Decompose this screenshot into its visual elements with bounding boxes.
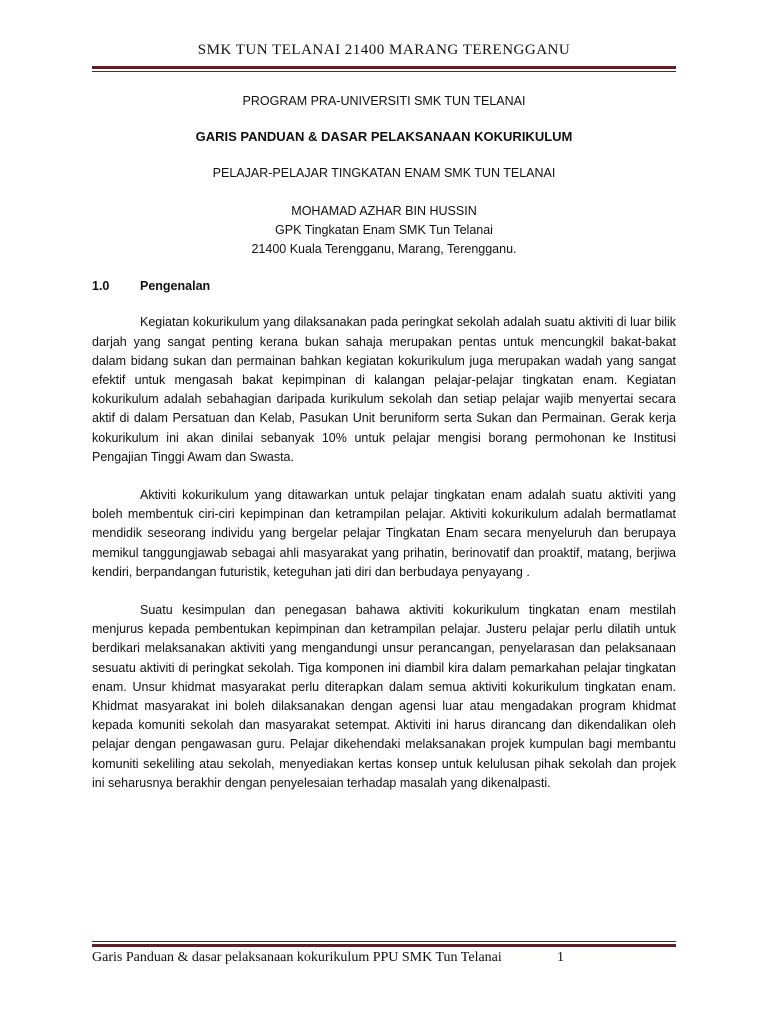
document-body bbox=[92, 86, 676, 806]
header-rule-thin bbox=[92, 71, 676, 72]
author-address: 21400 Kuala Terengganu, Marang, Terengganu. bbox=[251, 242, 517, 257]
page-number: 1 bbox=[557, 950, 564, 965]
footer-rule-thin bbox=[92, 941, 676, 942]
author-name: MOHAMAD AZHAR BIN HUSSIN bbox=[291, 203, 477, 218]
author-position: GPK Tingkatan Enam SMK Tun Telanai bbox=[275, 222, 493, 237]
author-block bbox=[92, 202, 676, 260]
paragraph: Suatu kesimpulan dan penegasan bahawa aktiviti kokurikulum tingkatan enam mestilah menjurus kepada pembentukan kepimpinan dan ketrampilan pelajar. Justeru pelajar perlu dilatih untuk berdikari melaksanakan aktiviti yang mengandungi unsur perancangan, penyelarasan dan pelaksanaan sesuatu aktiviti di peringkat sekolah. Tiga komponen ini diambil kira dalam pemarkahan pelajar tingkatan enam. Unsur khidmat masyarakat perlu diterapkan dalam semua aktiviti kokurikulum tingkatan enam. Khidmat masyarakat ini boleh dilaksanakan dengan agensi luar atau mengadakan program khidmat kepada komuniti sekolah dan masyarakat setempat. Aktiviti ini harus dirancang dan dikendalikan oleh pelajar dengan pengawasan guru. Pelajar dikehendaki melaksanakan projek kumpulan bagi membantu komuniti sekeliling atau sekolah, menyediakan kertas konsep untuk kelulusan pihak sekolah dan projek ini seharusnya berakhir dengan penyelesaian terhadap masalah yang dikenalpasti. bbox=[92, 603, 676, 790]
paragraph: Aktiviti kokurikulum yang ditawarkan untuk pelajar tingkatan enam adalah suatu aktiviti yang boleh membentuk ciri-ciri kepimpinan dan ketrampilan pelajar. Aktiviti kokurikulum adalah bermatlamat mendidik seseorang individu yang bergelar pelajar Tingkatan Enam secara menyeluruh dan berupaya memikul tanggungjawab sebagai ahli masyarakat yang prihatin, berinovatif dan proaktif, matang, berjiwa kendiri, berpandangan futuristik, keteguhan jati diri dan berbudaya penyayang . bbox=[92, 488, 676, 579]
page-header: SMK TUN TELANAI 21400 MARANG TERENGGANU bbox=[197, 42, 571, 58]
section-title: Pengenalan bbox=[140, 279, 211, 294]
audience-title: PELAJAR-PELAJAR TINGKATAN ENAM SMK TUN TELANAI bbox=[212, 166, 556, 181]
section-heading bbox=[92, 277, 676, 296]
section-number: 1.0 bbox=[92, 279, 110, 294]
footer-rule bbox=[92, 944, 676, 947]
paragraph: Kegiatan kokurikulum yang dilaksanakan pada peringkat sekolah adalah suatu aktiviti di luar bilik darjah yang sangat penting kerana bukan sahaja merupakan pentas untuk mencungkil bakat-bakat dalam bidang sukan dan permainan bahkan kegiatan kokurikulum juga merupakan wadah yang sangat efektif untuk mengasah bakat kepimpinan di kalangan pelajar-pelajar tingkatan enam. Kegiatan kokurikulum adalah sebahagian daripada kurikulum sekolah dan setiap pelajar wajib menyertai secara aktif di dalam Persatuan dan Kelab, Pasukan Unit beruniform serta Sukan dan Permainan. Gerak kerja kokurikulum ini akan dinilai sebanyak 10% untuk pelajar mengisi borang permohonan ke Institusi Pengajian Tinggi Awam dan Swasta. bbox=[92, 315, 676, 464]
page-footer bbox=[92, 950, 676, 966]
footer-text: Garis Panduan & dasar pelaksanaan kokurikulum PPU SMK Tun Telanai bbox=[92, 950, 502, 965]
program-title: PROGRAM PRA-UNIVERSITI SMK TUN TELANAI bbox=[242, 94, 526, 108]
header-rule bbox=[92, 66, 676, 69]
document-title: GARIS PANDUAN & DASAR PELAKSANAAN KOKURIKULUM bbox=[195, 129, 573, 145]
